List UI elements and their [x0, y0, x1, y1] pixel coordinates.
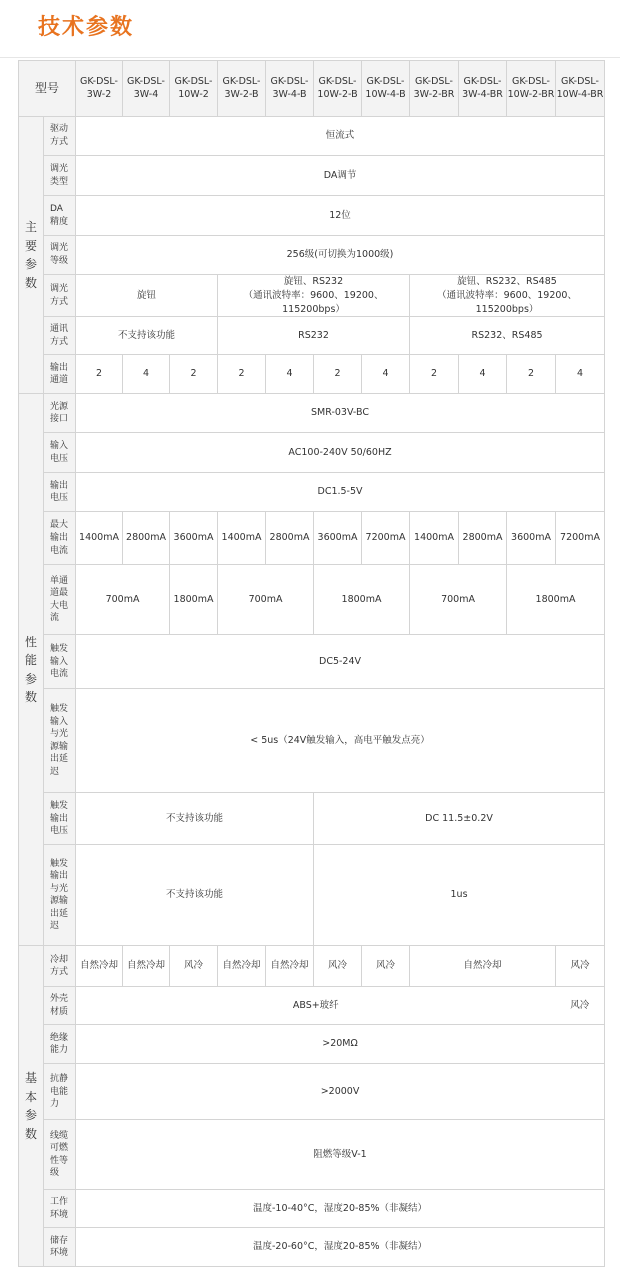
param-label: 通讯 方式 [44, 317, 76, 355]
value-cell: 2 [410, 355, 459, 394]
value-cell: 2800mA [123, 512, 170, 565]
value-cell: < 5us（24V触发输入，高电平触发点亮） [76, 689, 605, 793]
row-vin [19, 433, 605, 473]
param-label: 单通 道最 大电 流 [44, 565, 76, 635]
value-cell: 256级(可切换为1000级) [76, 236, 605, 275]
model-header: GK-DSL- 3W-4 [123, 61, 170, 117]
value-cell: 2800mA [266, 512, 314, 565]
value-cell: 恒流式 [76, 117, 605, 156]
value-cell: 风冷 [362, 946, 410, 987]
param-label: 驱动 方式 [44, 117, 76, 156]
value-cell: 3600mA [170, 512, 218, 565]
param-label: 调光 方式 [44, 275, 76, 317]
param-label: 储存 环境 [44, 1228, 76, 1267]
value-cell: 1400mA [218, 512, 266, 565]
param-label: 线缆 可燃 性等 级 [44, 1120, 76, 1190]
param-label: 最大 输出 电流 [44, 512, 76, 565]
value-cell: 4 [556, 355, 605, 394]
value-cell: 自然冷却 [266, 946, 314, 987]
param-label: 触发 输出 与光 源输 出延 迟 [44, 845, 76, 946]
model-header: GK-DSL- 10W-4-B [362, 61, 410, 117]
row-flame [19, 1120, 605, 1190]
value-cell: 1400mA [76, 512, 123, 565]
row-trigin [19, 635, 605, 689]
param-label: 输出 通道 [44, 355, 76, 394]
value-cell: ABS+玻纤 [76, 987, 556, 1025]
group-basic-label: 基 本 参 数 [19, 946, 44, 1267]
value-cell: AC100-240V 50/60HZ [76, 433, 605, 473]
value-cell: 1400mA [410, 512, 459, 565]
row-dimtype [19, 156, 605, 196]
param-label: DA 精度 [44, 196, 76, 236]
row-interface [19, 394, 605, 433]
value-cell: DC 11.5±0.2V [314, 793, 605, 845]
value-cell: 不支持该功能 [76, 793, 314, 845]
value-cell: SMR-03V-BC [76, 394, 605, 433]
value-cell: 1us [314, 845, 605, 946]
value-cell: >2000V [76, 1064, 605, 1120]
value-cell: 风冷 [170, 946, 218, 987]
value-cell: 自然冷却 [218, 946, 266, 987]
param-label: 冷却 方式 [44, 946, 76, 987]
row-trigdelay [19, 845, 605, 946]
row-da [19, 196, 605, 236]
header-row [19, 61, 605, 117]
group-perf-label: 性 能 参 数 [19, 394, 44, 946]
row-env [19, 1190, 605, 1228]
value-cell: 温度-10-40°C，湿度20-85%（非凝结） [76, 1190, 605, 1228]
param-label: 绝缘 能力 [44, 1025, 76, 1064]
value-cell: 2 [507, 355, 556, 394]
value-cell: 2 [314, 355, 362, 394]
param-label: 外壳 材质 [44, 987, 76, 1025]
model-header: GK-DSL- 10W-2-B [314, 61, 362, 117]
row-insulation [19, 1025, 605, 1064]
model-header: GK-DSL- 3W-2 [76, 61, 123, 117]
row-vout [19, 473, 605, 512]
row-dimmode [19, 275, 605, 317]
row-dimlevel [19, 236, 605, 275]
value-cell: 阻燃等级V-1 [76, 1120, 605, 1190]
value-cell: 700mA [218, 565, 314, 635]
param-label: 调光 等级 [44, 236, 76, 275]
value-cell: 4 [123, 355, 170, 394]
value-cell: 3600mA [507, 512, 556, 565]
value-cell: 4 [362, 355, 410, 394]
row-drive [19, 117, 605, 156]
value-cell: DC5-24V [76, 635, 605, 689]
row-esd [19, 1064, 605, 1120]
value-cell: 4 [266, 355, 314, 394]
param-label: 输出 电压 [44, 473, 76, 512]
model-header: GK-DSL- 10W-4-BR [556, 61, 605, 117]
value-cell: 1800mA [170, 565, 218, 635]
row-trigvout [19, 793, 605, 845]
value-cell: 旋钮、RS232 （通讯波特率：9600、19200、115200bps） [218, 275, 410, 317]
value-cell: 2 [76, 355, 123, 394]
value-cell: RS232、RS485 [410, 317, 605, 355]
model-header: GK-DSL- 10W-2 [170, 61, 218, 117]
model-header: GK-DSL- 3W-2-B [218, 61, 266, 117]
value-cell: 1800mA [314, 565, 410, 635]
param-label: 工作 环境 [44, 1190, 76, 1228]
value-cell: 自然冷却 [123, 946, 170, 987]
value-cell: 2 [218, 355, 266, 394]
title-divider [0, 57, 620, 58]
param-label: 调光 类型 [44, 156, 76, 196]
value-cell: 不支持该功能 [76, 317, 218, 355]
value-cell: 7200mA [362, 512, 410, 565]
value-cell: 3600mA [314, 512, 362, 565]
page-title: 技术参数 [38, 15, 135, 40]
value-cell: 温度-20-60°C，湿度20-85%（非凝结） [76, 1228, 605, 1267]
value-cell: 4 [459, 355, 507, 394]
row-comm [19, 317, 605, 355]
value-cell: 风冷 [556, 987, 605, 1025]
value-cell: 12位 [76, 196, 605, 236]
model-header: GK-DSL- 3W-2-BR [410, 61, 459, 117]
value-cell: 2800mA [459, 512, 507, 565]
row-delay [19, 689, 605, 793]
value-cell: 7200mA [556, 512, 605, 565]
row-ich [19, 565, 605, 635]
row-housing [19, 987, 605, 1025]
value-cell: 700mA [410, 565, 507, 635]
row-storage [19, 1228, 605, 1267]
value-cell: 旋钮、RS232、RS485 （通讯波特率：9600、19200、115200bps） [410, 275, 605, 317]
param-label: 触发 输入 电流 [44, 635, 76, 689]
value-cell: >20MΩ [76, 1025, 605, 1064]
param-label: 触发 输出 电压 [44, 793, 76, 845]
row-cooling [19, 946, 605, 987]
value-cell: 2 [170, 355, 218, 394]
value-cell: 自然冷却 [76, 946, 123, 987]
value-cell: DA调节 [76, 156, 605, 196]
value-cell: 不支持该功能 [76, 845, 314, 946]
param-label: 光源 接口 [44, 394, 76, 433]
row-channels [19, 355, 605, 394]
spec-table [18, 60, 605, 1267]
value-cell: DC1.5-5V [76, 473, 605, 512]
value-cell: 风冷 [314, 946, 362, 987]
value-cell: 风冷 [556, 946, 605, 987]
param-label: 触发 输入 与光 源输 出延 迟 [44, 689, 76, 793]
model-header: GK-DSL- 10W-2-BR [507, 61, 556, 117]
param-label: 抗静 电能 力 [44, 1064, 76, 1120]
group-main-label: 主 要 参 数 [19, 117, 44, 394]
value-cell: 自然冷却 [410, 946, 556, 987]
value-cell: RS232 [218, 317, 410, 355]
row-imax [19, 512, 605, 565]
value-cell: 旋钮 [76, 275, 218, 317]
model-header: GK-DSL- 3W-4-BR [459, 61, 507, 117]
model-header-label: 型号 [19, 61, 76, 117]
model-header: GK-DSL- 3W-4-B [266, 61, 314, 117]
value-cell: 700mA [76, 565, 170, 635]
param-label: 输入 电压 [44, 433, 76, 473]
value-cell: 1800mA [507, 565, 605, 635]
